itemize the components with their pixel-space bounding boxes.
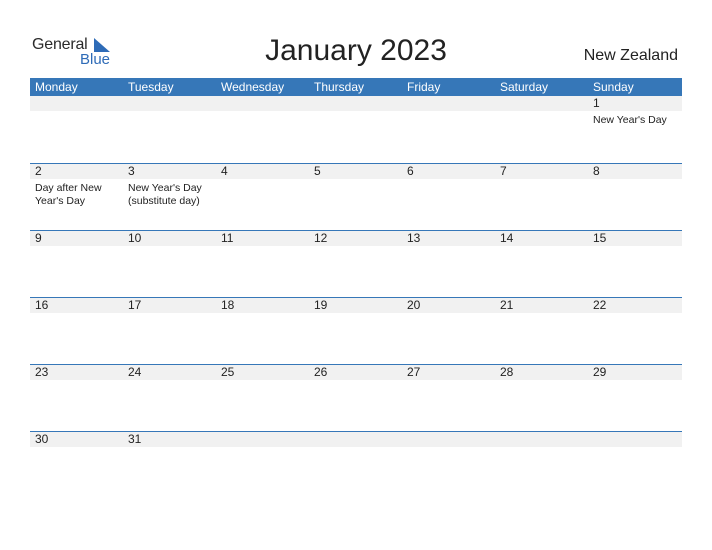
day-cell bbox=[402, 365, 495, 431]
weekday-tuesday: Tuesday bbox=[128, 80, 174, 94]
week-row bbox=[30, 364, 682, 431]
day-number: 20 bbox=[407, 298, 421, 312]
day-cell bbox=[123, 96, 216, 162]
day-cell bbox=[588, 365, 682, 431]
day-number: 25 bbox=[221, 365, 235, 379]
week-row bbox=[30, 431, 682, 498]
day-cell bbox=[216, 365, 309, 431]
day-number: 15 bbox=[593, 231, 607, 245]
weekday-saturday: Saturday bbox=[500, 80, 549, 94]
weekday-monday: Monday bbox=[35, 80, 78, 94]
day-cell bbox=[30, 298, 123, 364]
calendar-grid bbox=[30, 78, 682, 498]
day-cell bbox=[495, 96, 588, 162]
day-number: 22 bbox=[593, 298, 607, 312]
day-number: 14 bbox=[500, 231, 514, 245]
day-number: 16 bbox=[35, 298, 49, 312]
day-cell bbox=[495, 298, 588, 364]
day-number: 7 bbox=[500, 164, 507, 178]
day-cell bbox=[30, 365, 123, 431]
week-row bbox=[30, 230, 682, 297]
day-number bbox=[500, 96, 588, 111]
day-cell bbox=[123, 298, 216, 364]
week-row bbox=[30, 297, 682, 364]
day-number: 6 bbox=[407, 164, 414, 178]
day-number: 11 bbox=[221, 231, 234, 245]
day-number: 3 bbox=[128, 164, 135, 178]
holiday-label: New Year's Day bbox=[593, 114, 667, 126]
day-cell bbox=[30, 231, 123, 297]
calendar-title: January 2023 bbox=[265, 34, 447, 67]
weekday-wednesday: Wednesday bbox=[221, 80, 285, 94]
day-number bbox=[314, 432, 402, 447]
day-cell bbox=[402, 164, 495, 230]
day-cell bbox=[309, 96, 402, 162]
day-cell bbox=[495, 432, 588, 498]
day-number bbox=[407, 96, 495, 111]
day-number: 28 bbox=[500, 365, 514, 379]
day-cell bbox=[495, 231, 588, 297]
day-number bbox=[593, 432, 682, 447]
day-cell bbox=[216, 164, 309, 230]
day-number: 4 bbox=[221, 164, 228, 178]
day-cell bbox=[30, 432, 123, 498]
day-cell bbox=[216, 432, 309, 498]
day-number bbox=[314, 96, 402, 111]
day-cell bbox=[30, 96, 123, 162]
day-cell bbox=[402, 96, 495, 162]
day-number: 12 bbox=[314, 231, 328, 245]
day-number bbox=[407, 432, 495, 447]
day-number: 31 bbox=[128, 432, 142, 446]
weekday-sunday: Sunday bbox=[593, 80, 634, 94]
day-number: 17 bbox=[128, 298, 142, 312]
week-row bbox=[30, 163, 682, 230]
day-cell bbox=[123, 164, 216, 230]
day-number: 30 bbox=[35, 432, 49, 446]
day-number: 26 bbox=[314, 365, 328, 379]
day-number: 13 bbox=[407, 231, 421, 245]
day-cell bbox=[309, 365, 402, 431]
day-cell bbox=[309, 164, 402, 230]
day-cell bbox=[588, 432, 682, 498]
day-cell bbox=[402, 231, 495, 297]
day-number: 21 bbox=[500, 298, 514, 312]
day-cell bbox=[495, 164, 588, 230]
day-number: 9 bbox=[35, 231, 42, 245]
week-row bbox=[30, 96, 682, 163]
day-cell bbox=[588, 164, 682, 230]
day-number: 1 bbox=[593, 96, 600, 110]
weekday-friday: Friday bbox=[407, 80, 441, 94]
day-cell bbox=[309, 231, 402, 297]
day-number bbox=[35, 96, 123, 111]
day-number: 19 bbox=[314, 298, 328, 312]
day-number: 29 bbox=[593, 365, 607, 379]
day-cell bbox=[123, 432, 216, 498]
day-number: 5 bbox=[314, 164, 321, 178]
weekday-thursday: Thursday bbox=[314, 80, 365, 94]
weekday-header bbox=[30, 78, 682, 96]
day-number: 8 bbox=[593, 164, 600, 178]
holiday-label: New Year's Day (substitute day) bbox=[128, 182, 202, 207]
day-number bbox=[221, 96, 309, 111]
day-cell bbox=[402, 298, 495, 364]
day-cell bbox=[495, 365, 588, 431]
day-cell bbox=[309, 432, 402, 498]
day-number: 10 bbox=[128, 231, 142, 245]
day-number bbox=[500, 432, 588, 447]
logo-text-blue: Blue bbox=[80, 51, 111, 68]
day-cell bbox=[309, 298, 402, 364]
day-cell bbox=[123, 365, 216, 431]
day-cell bbox=[123, 231, 216, 297]
day-number bbox=[221, 432, 309, 447]
holiday-label: Day after New Year's Day bbox=[35, 182, 102, 207]
day-number: 23 bbox=[35, 365, 49, 379]
day-cell bbox=[588, 96, 682, 162]
logo-text-general: General bbox=[32, 36, 88, 53]
day-cell bbox=[216, 231, 309, 297]
day-cell bbox=[588, 298, 682, 364]
day-cell bbox=[402, 432, 495, 498]
day-cell bbox=[216, 298, 309, 364]
day-cell bbox=[588, 231, 682, 297]
day-number: 18 bbox=[221, 298, 235, 312]
day-number: 24 bbox=[128, 365, 142, 379]
day-cell bbox=[216, 96, 309, 162]
weeks-container bbox=[30, 96, 682, 498]
day-number: 27 bbox=[407, 365, 421, 379]
country-label: New Zealand bbox=[583, 47, 678, 64]
day-number: 2 bbox=[35, 164, 42, 178]
day-cell bbox=[30, 164, 123, 230]
day-number bbox=[128, 96, 216, 111]
